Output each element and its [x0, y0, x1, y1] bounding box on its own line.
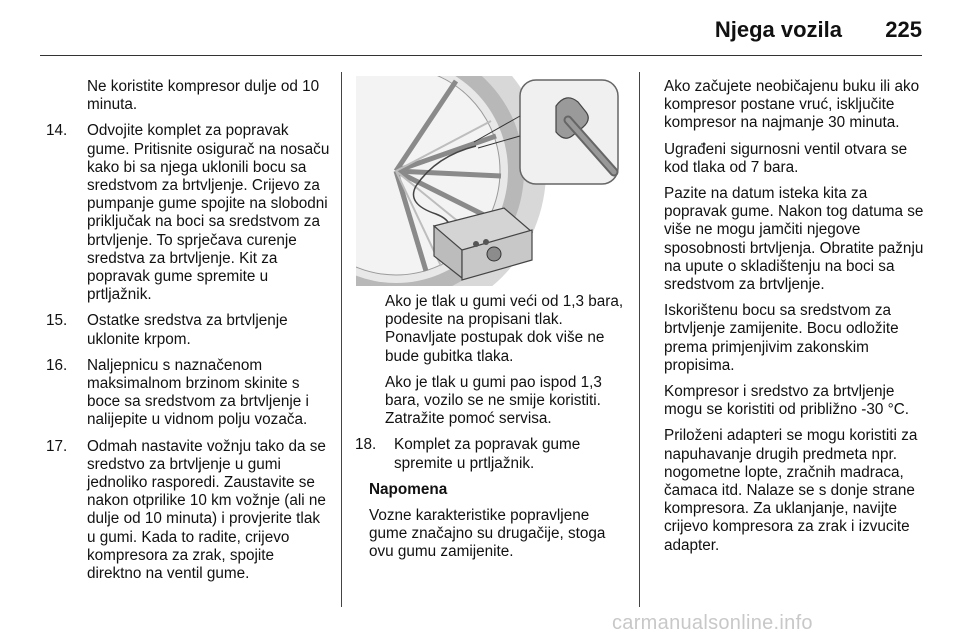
watermark: carmanualsonline.info	[612, 612, 813, 634]
list-item	[46, 122, 330, 304]
item-text: Odmah nastavite vožnju tako da se sredstvo za brtvljenje u gumi jednoliko rasporedi. Zaustavite se nakon otprilike 10 km vožnje (ali ne dulje od 10 minuta) i provjerite tlak u gumi. Kada to radite, crijevo kompresora za zrak, spojite direktno na ventil gume.	[87, 437, 326, 583]
item-text: Odvojite komplet za popravak gume. Pritisnite osigurač na nosaču kako bi sa njega uklonili bocu sa sredstvom za brtvljenje. Crijevo za pumpanje gume spojite na slobodni priključak na boci sa sredstvom za brtvljenje. To sprječava curenje sredstva za brtvljenje. Kit za popravak gume spremite u prtljažnik.	[87, 122, 330, 304]
paragraph: Pazite na datum isteka kita za popravak gume. Nakon tog datuma se više ne mogu jamčiti njegove sposobnosti brtvljenja. Obratite pažnju na upute o skladištenju na boci sa sredstvom za brtvljenje.	[664, 185, 924, 294]
column-divider-2	[639, 72, 640, 607]
list-item	[46, 438, 330, 584]
header-rule	[40, 55, 922, 56]
pressure-low-text: Ako je tlak u gumi pao ispod 1,3 bara, vozilo se ne smije koristiti. Zatražite pomoć servisa.	[385, 373, 602, 428]
intro-text: Ne koristite kompresor dulje od 10 minuta.	[87, 78, 320, 114]
item-number: 15.	[46, 312, 68, 330]
item-number: 16.	[46, 356, 68, 374]
note-title: Napomena	[369, 480, 448, 498]
item-text: Komplet za popravak gume spremite u prtljažnik.	[394, 436, 581, 472]
paragraph: Priloženi adapteri se mogu koristiti za napuhavanje drugih predmeta npr. nogometne lopte, zračnih madraca, čamaca itd. Nalaze se s donje strane kompresora. Za uklanjanje, navijte crijevo kompresora za zrak i izvucite adapter.	[664, 427, 918, 554]
item-text: Naljepnicu s naznačenom maksimalnom brzinom skinite s boce sa sredstvom za brtvljenje i nalijepite u vidnom polju vozača.	[87, 356, 309, 429]
note-text: Vozne karakteristike popravljene gume značajno su drugačije, stoga ovu gumu zamijenite.	[369, 507, 606, 561]
section-title: Njega vozila	[714, 17, 842, 42]
item-text: Ostatke sredstva za brtvljenje uklonite krpom.	[87, 312, 288, 348]
column-divider-1	[341, 72, 342, 607]
column-3	[664, 78, 926, 563]
column-2	[355, 293, 631, 570]
tire-repair-kit-illustration	[356, 76, 624, 286]
item-number: 14.	[46, 122, 68, 140]
paragraph: Ako začujete neobičajenu buku ili ako kompresor postane vruć, isključite kompresor na najmanje 30 minuta.	[664, 78, 920, 132]
item-number: 18.	[355, 436, 377, 454]
list-item	[46, 312, 330, 348]
paragraph: Kompresor i sredstvo za brtvljenje mogu se koristiti od približno -30 °C.	[664, 383, 910, 419]
page-header	[0, 0, 960, 48]
paragraph: Ugrađeni sigurnosni ventil otvara se kod tlaka od 7 bara.	[664, 140, 908, 176]
page-number: 225	[885, 17, 922, 42]
list-item	[355, 436, 631, 472]
pressure-high-text: Ako je tlak u gumi veći od 1,3 bara, podesite na propisani tlak. Ponavljate postupak dok više ne bude gubitka tlaka.	[385, 293, 624, 365]
list-item	[46, 357, 330, 430]
item-number: 17.	[46, 437, 68, 455]
paragraph: Iskorištenu bocu sa sredstvom za brtvljenje zamijenite. Bocu odložite prema primjenjivim zakonskim propisima.	[664, 302, 899, 374]
column-1	[46, 78, 330, 591]
